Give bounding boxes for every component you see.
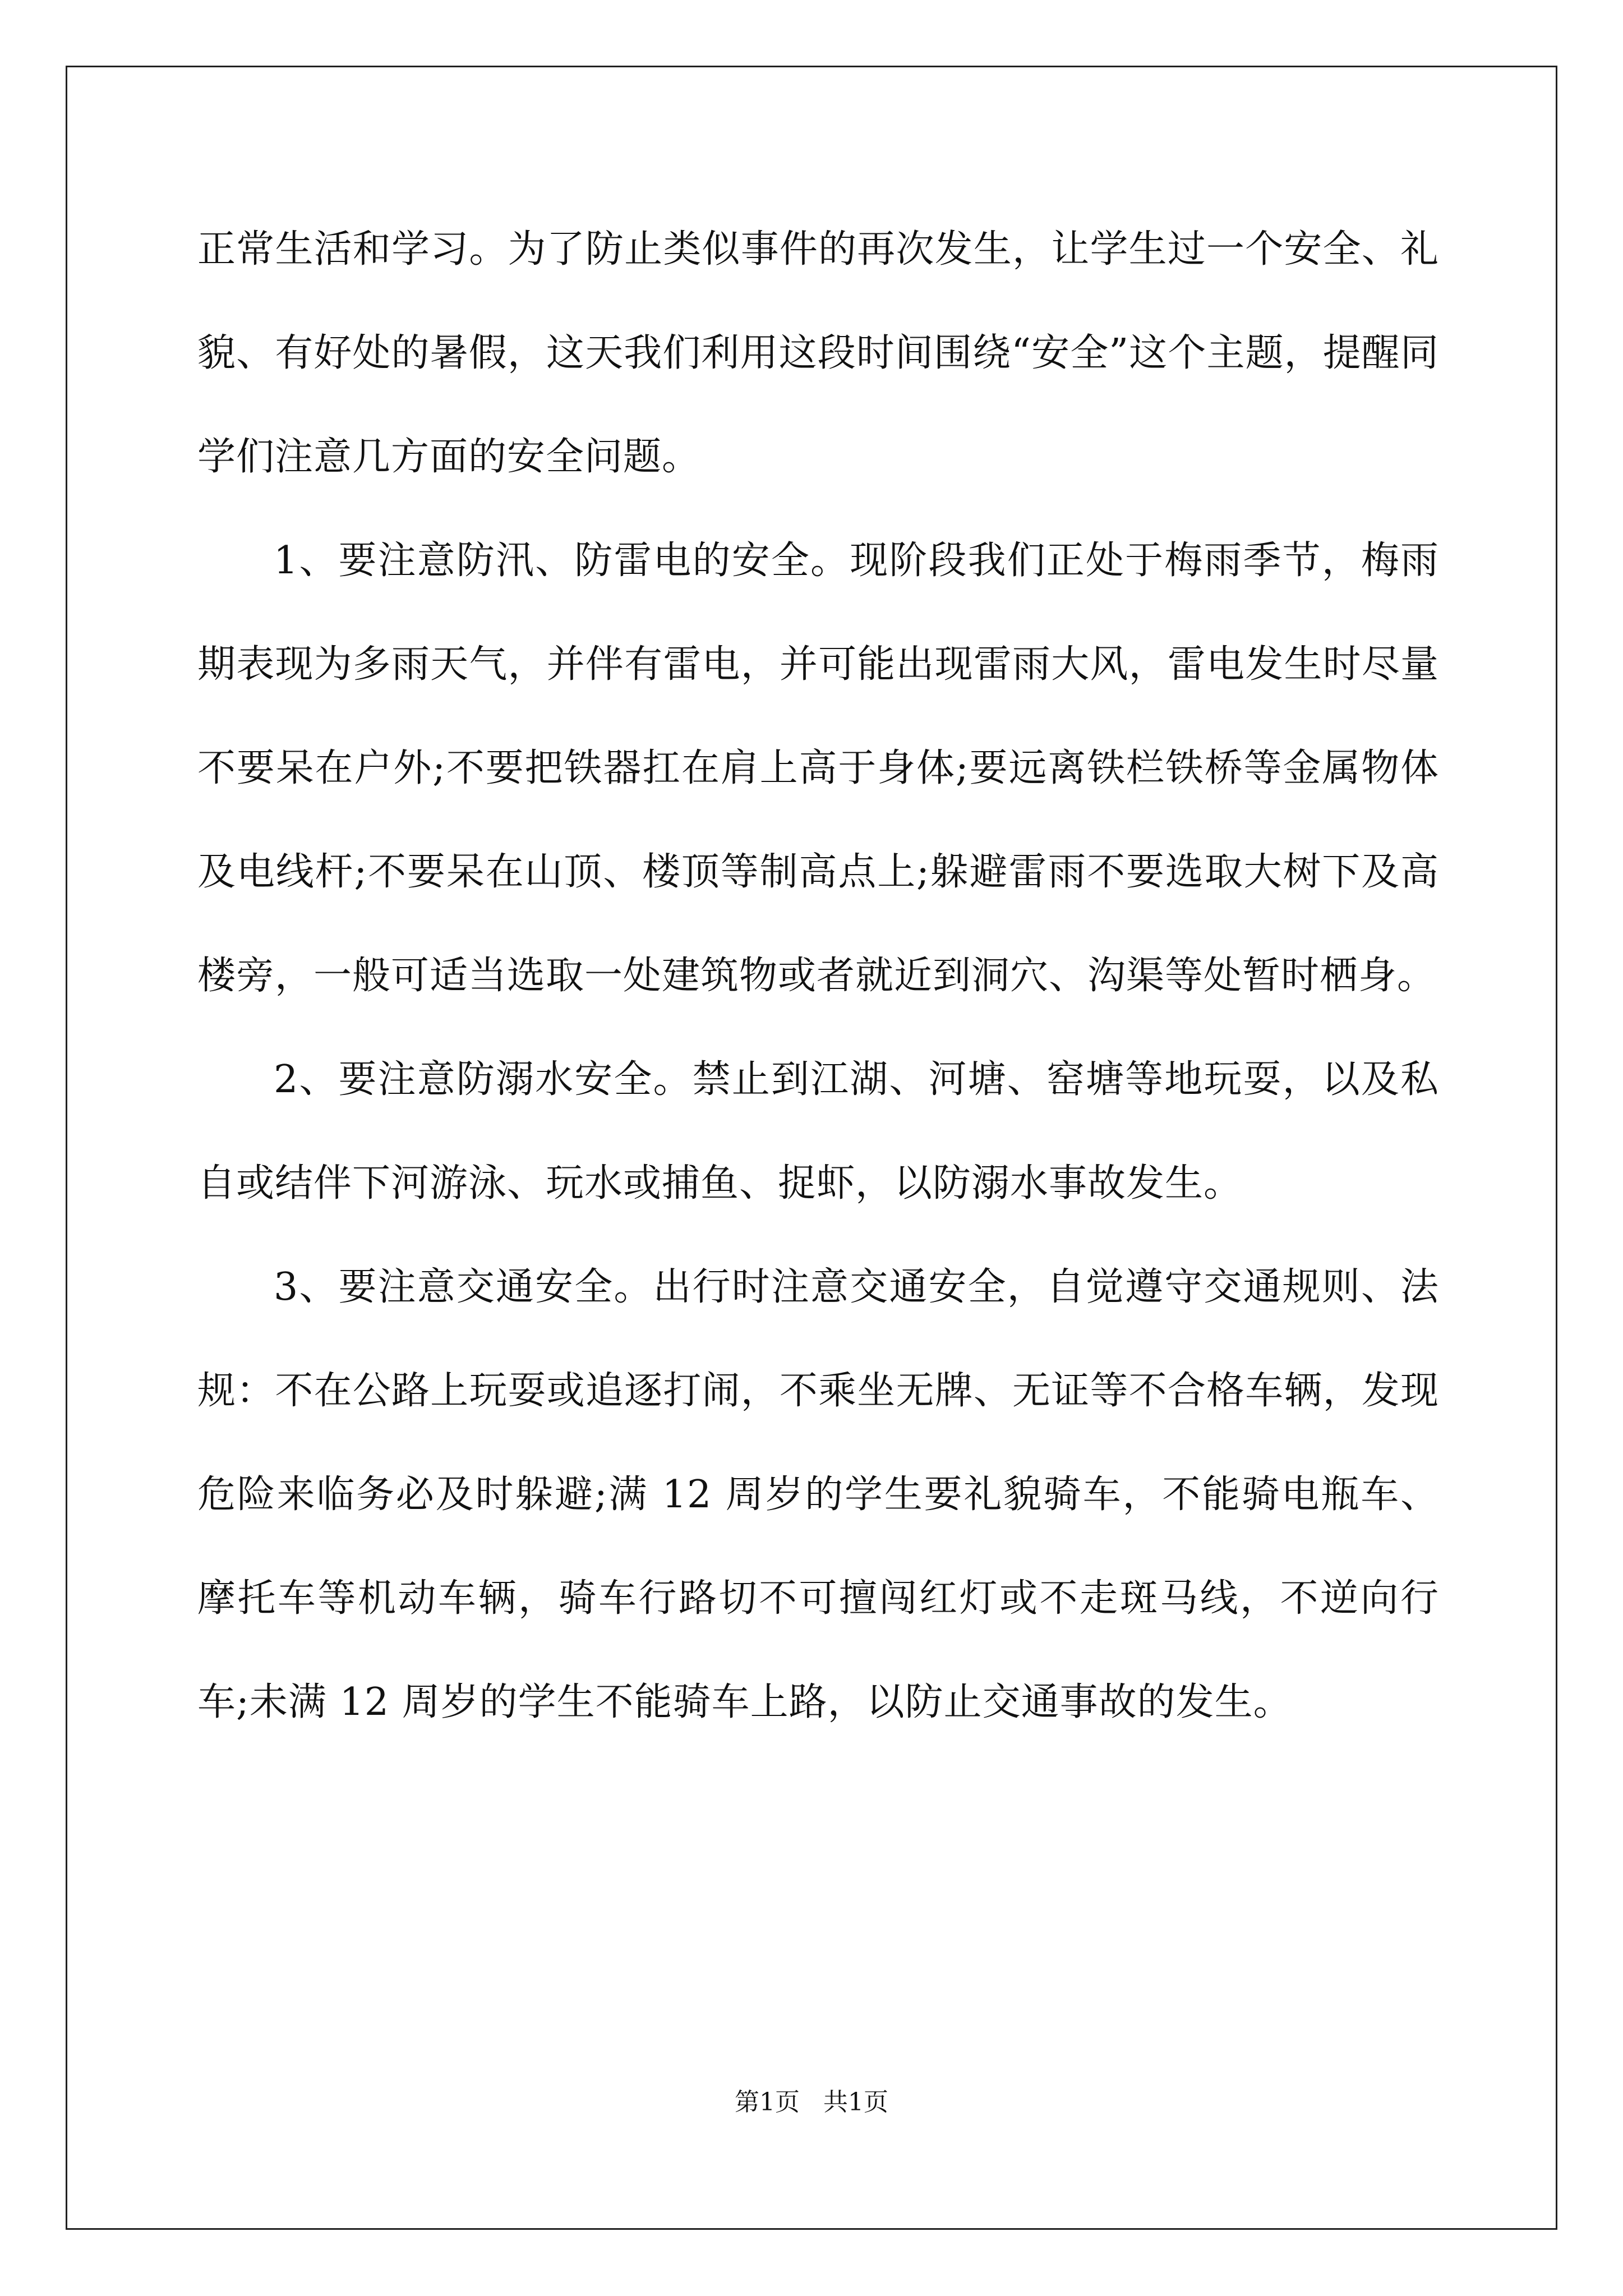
document-body [197,197,1439,1754]
paragraph-drowning-safety: 2、要注意防溺水安全。禁止到江湖、河塘、窑塘等地玩耍，以及私自或结伴下河游泳、玩水或捕鱼、捉虾，以防溺水事故发生。 [197,1057,1439,1205]
paragraph-flood-lightning-safety: 1、要注意防汛、防雷电的安全。现阶段我们正处于梅雨季节，梅雨期表现为多雨天气，并伴有雷电，并可能出现雷雨大风，雷电发生时尽量不要呆在户外;不要把铁器扛在肩上高于身体;要远离铁栏铁桥等金属物体及电线杆;不要呆在山顶、楼顶等制高点上;躲避雷雨不要选取大树下及高楼旁，一般可适当选取一处建筑物或者就近到洞穴、沟渠等处暂时栖身。 [197,539,1439,998]
paragraph-traffic-safety: 3、要注意交通安全。出行时注意交通安全，自觉遵守交通规则、法规：不在公路上玩耍或追逐打闹，不乘坐无牌、无证等不合格车辆，发现危险来临务必及时躲避;满 12 周岁的学生要礼貌骑车，不能骑电瓶车、摩托车等机动车辆，骑车行路切不可擅闯红灯或不走斑马线，不逆向行车;未满 12 周岁的学生不能骑车上路，以防止交通事故的发生。 [197,1265,1439,1724]
page-number-footer: 第1页 共1页 [735,2088,888,2116]
paragraph-continuation: 正常生活和学习。为了防止类似事件的再次发生，让学生过一个安全、礼貌、有好处的暑假，这天我们利用这段时间围绕“安全”这个主题，提醒同学们注意几方面的安全问题。 [197,227,1439,479]
